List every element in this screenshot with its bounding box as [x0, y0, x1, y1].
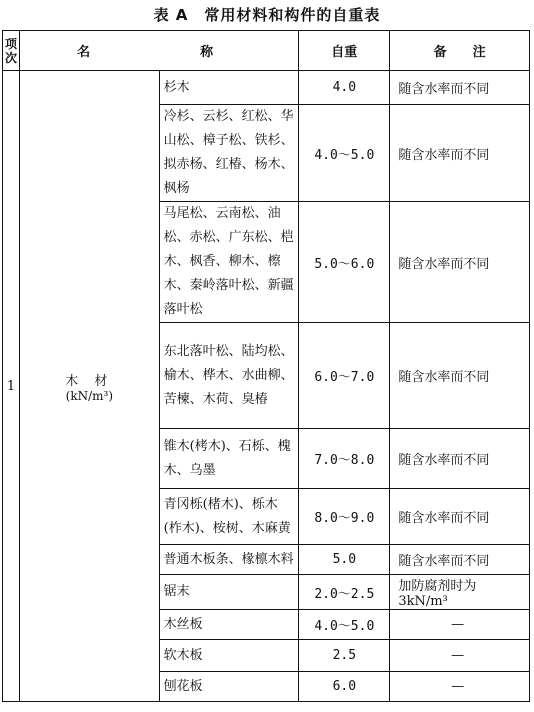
category-name: 木 材	[65, 373, 114, 389]
header-no-label: 项次	[5, 36, 18, 65]
header-name-label: 名 称	[77, 45, 242, 60]
row-weight: 6.0	[299, 672, 390, 702]
row-weight: 5.0～6.0	[299, 202, 390, 323]
row-weight: 5.0	[299, 545, 390, 575]
row-remark: 随含水率而不同	[390, 71, 530, 105]
row-weight: 8.0～9.0	[299, 489, 390, 545]
category-unit: (kN/m³)	[65, 388, 114, 403]
row-weight: 6.0～7.0	[299, 323, 390, 429]
row-remark: 随含水率而不同	[390, 429, 530, 489]
row-weight: 4.0	[299, 71, 390, 105]
row-name: 普通木板条、椽檩木料	[159, 545, 299, 575]
row-remark: 随含水率而不同	[390, 202, 530, 323]
material-weight-table	[2, 30, 530, 702]
row-weight: 4.0～5.0	[299, 610, 390, 640]
header-no	[3, 31, 20, 71]
row-weight: 2.0～2.5	[299, 575, 390, 610]
row-name: 冷杉、云杉、红松、华山松、樟子松、铁杉、拟赤杨、红椿、杨木、枫杨	[159, 105, 299, 202]
row-remark: 加防腐剂时为 3kN/m³	[390, 575, 530, 610]
header-remark: 备 注	[390, 31, 530, 71]
group-number: 1	[3, 71, 20, 702]
row-name: 刨花板	[159, 672, 299, 702]
row-weight: 4.0～5.0	[299, 105, 390, 202]
row-name: 木丝板	[159, 610, 299, 640]
row-remark: —	[390, 610, 530, 640]
row-name: 马尾松、云南松、油松、赤松、广东松、桤木、枫香、柳木、檫木、秦岭落叶松、新疆落叶松	[159, 202, 299, 323]
header-name	[20, 31, 299, 71]
table-row	[3, 71, 530, 105]
row-remark: 随含水率而不同	[390, 545, 530, 575]
row-weight: 2.5	[299, 640, 390, 672]
row-weight: 7.0～8.0	[299, 429, 390, 489]
table-title: 表 A 常用材料和构件的自重表	[153, 6, 381, 24]
row-name: 锥木(栲木)、石栎、槐木、乌墨	[159, 429, 299, 489]
row-name: 青冈栎(楮木)、栎木(柞木)、桉树、木麻黄	[159, 489, 299, 545]
group-category	[20, 71, 160, 702]
row-remark: 随含水率而不同	[390, 105, 530, 202]
row-name: 东北落叶松、陆均松、榆木、桦木、水曲柳、苦楝、木荷、臭椿	[159, 323, 299, 429]
row-remark: 随含水率而不同	[390, 323, 530, 429]
row-name: 杉木	[159, 71, 299, 105]
row-name: 锯末	[159, 575, 299, 610]
header-row	[3, 31, 530, 71]
row-remark: —	[390, 640, 530, 672]
row-remark: —	[390, 672, 530, 702]
row-name: 软木板	[159, 640, 299, 672]
row-remark: 随含水率而不同	[390, 489, 530, 545]
header-weight: 自重	[299, 31, 390, 71]
